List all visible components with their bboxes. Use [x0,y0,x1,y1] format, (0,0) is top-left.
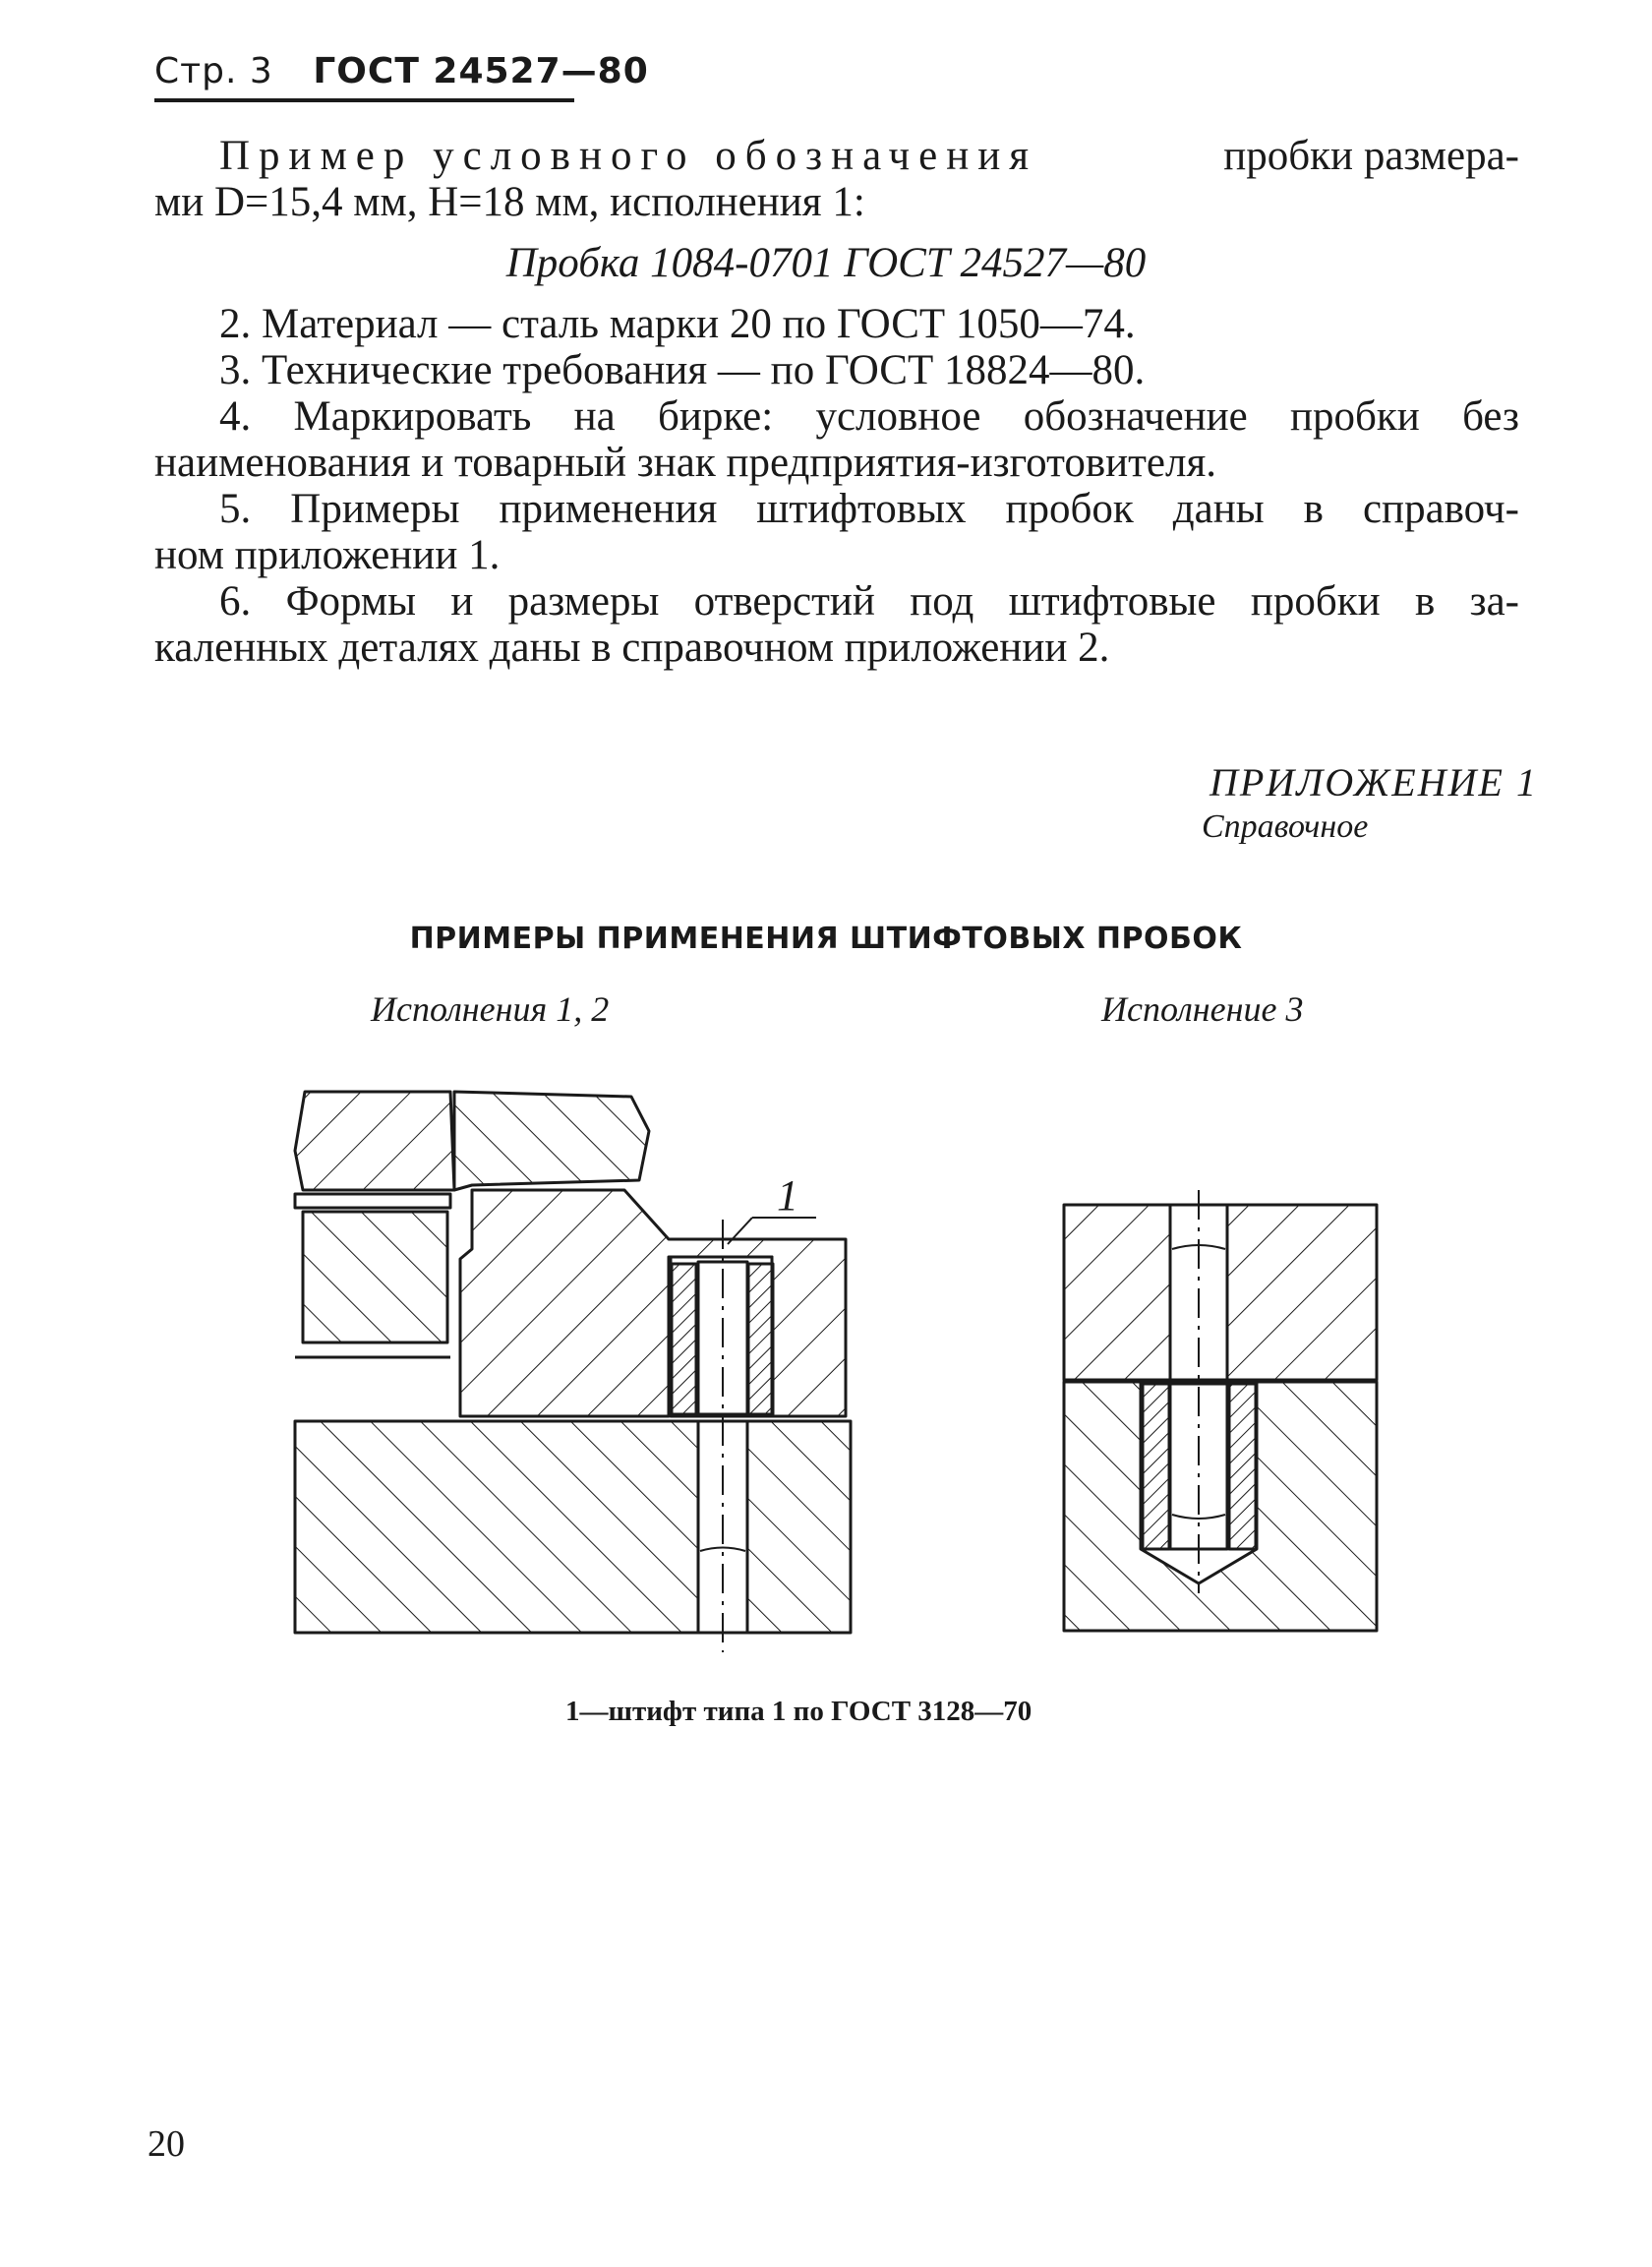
callout-number: 1 [777,1171,798,1220]
item-6-line2: каленных деталях даны в справочном приложении 2. [154,625,1110,671]
right-assembly-drawing [1064,1190,1377,1631]
left-assembly-drawing [295,1092,851,1652]
item-6-line1: 6. Формы и размеры отверстий под штифтовые пробки в за- [219,578,1519,625]
section-heading: ПРИМЕРЫ ПРИМЕНЕНИЯ ШТИФТОВЫХ ПРОБОК [409,922,1243,956]
designation-example: Пробка 1084-0701 ГОСТ 24527—80 [505,240,1147,286]
base-plate [295,1421,851,1633]
appendix-subtitle: Справочное [1202,808,1369,845]
item-3: 3. Технические требования — по ГОСТ 18824—80. [219,347,1146,393]
bushing-wall-right [748,1264,773,1414]
upper-right-block [454,1092,649,1190]
item-2: 2. Материал — сталь марки 20 по ГОСТ 1050—74. [219,301,1136,347]
bushing-left-r [1143,1384,1169,1549]
left-figure-label: Исполнения 1, 2 [371,989,610,1029]
item-5-line1: 5. Примеры применения штифтовых пробок даны в справоч- [219,486,1519,532]
item-5-line2: ном приложении 1. [154,532,501,578]
item-4-line1: 4. Маркировать на бирке: условное обозначение пробки без [219,393,1519,440]
appendix-title: ПРИЛОЖЕНИЕ 1 [1210,760,1538,805]
page-label: Стр. 3 [154,51,273,91]
upper-left-block [295,1092,454,1190]
bushing-right-r [1229,1384,1256,1549]
example-line1-a: Пример условного обозначения [219,133,1038,179]
example-line1-b: пробки размера- [1223,133,1519,179]
figure-caption: 1—штифт типа 1 по ГОСТ 3128—70 [565,1696,1032,1727]
thin-plate [295,1194,450,1208]
page-number: 20 [148,2123,185,2165]
standard-code: ГОСТ 24527—80 [313,51,649,91]
die-block [460,1190,846,1416]
example-line2: ми D=15,4 мм, H=18 мм, исполнения 1: [154,179,865,225]
left-mid-block [303,1212,447,1342]
right-figure-label: Исполнение 3 [1101,989,1304,1029]
item-4-line2: наименования и товарный знак предприятия-изготовителя. [154,440,1216,486]
bushing-wall-left [672,1264,696,1414]
